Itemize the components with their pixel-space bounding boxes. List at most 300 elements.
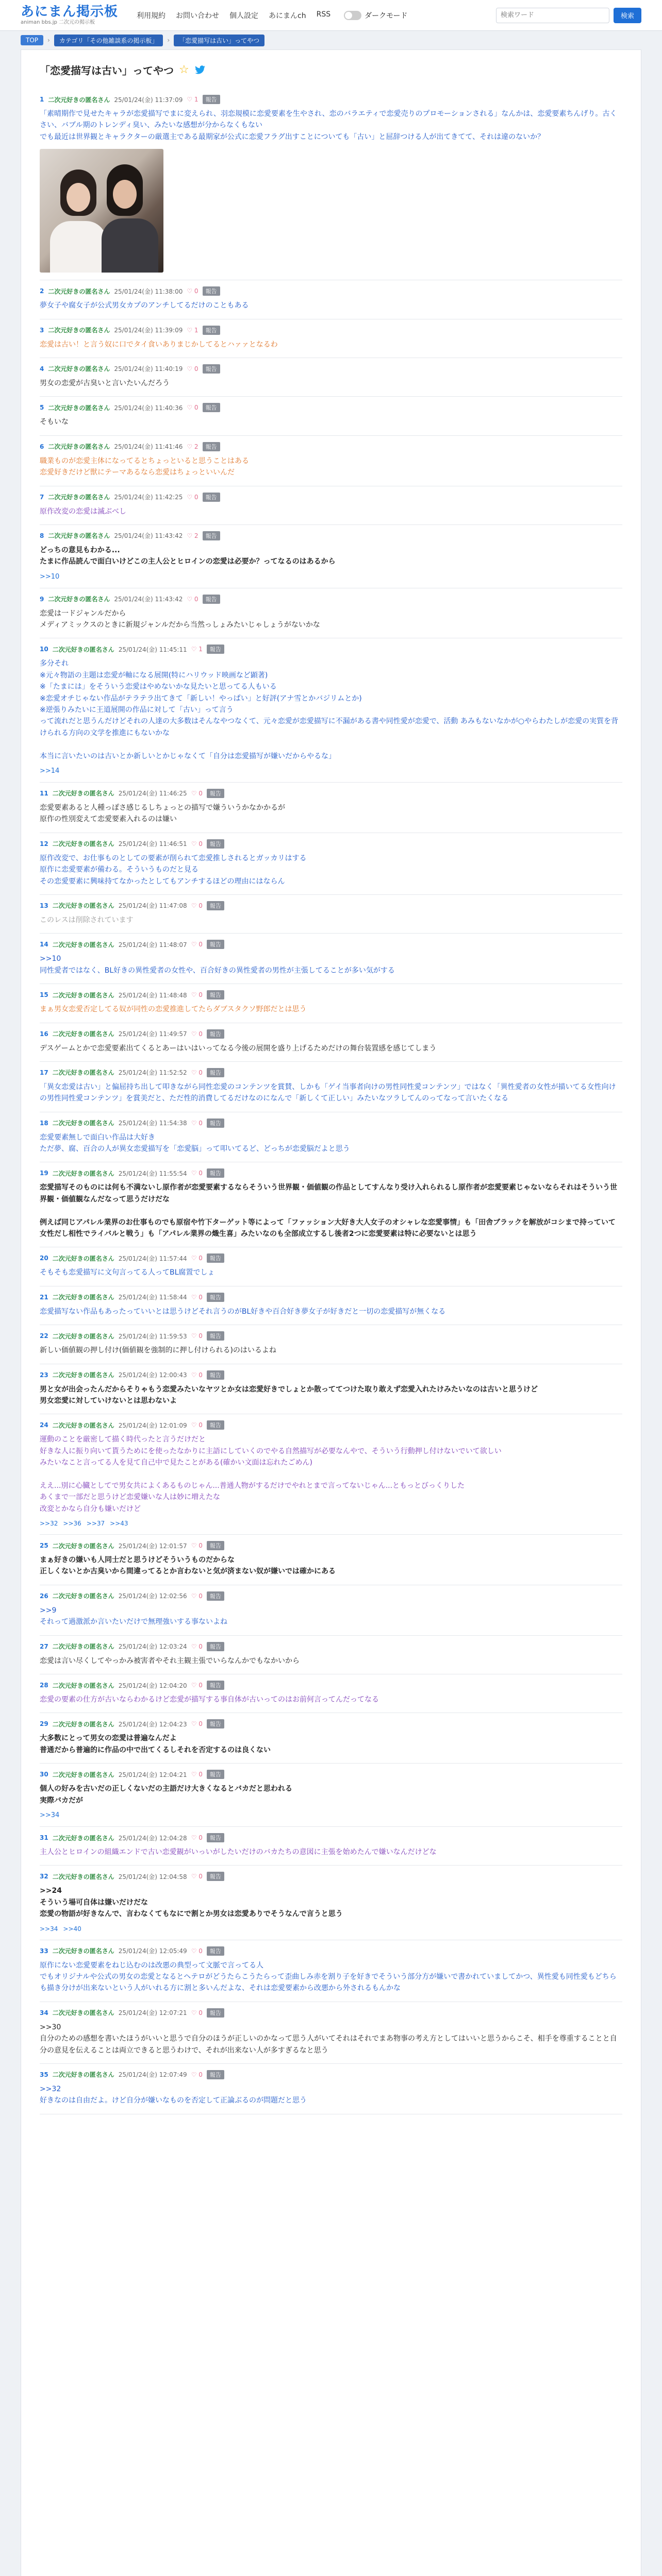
- breadcrumb-home[interactable]: TOP: [21, 35, 43, 45]
- post-number[interactable]: 6: [40, 443, 44, 450]
- report-button[interactable]: 報告: [207, 1029, 224, 1039]
- post-author: 二次元好きの匿名さん: [48, 287, 110, 295]
- reply-link[interactable]: >>32: [40, 1520, 58, 1528]
- post-number[interactable]: 34: [40, 2009, 48, 2016]
- post-author: 二次元好きの匿名さん: [52, 1030, 114, 1038]
- like-button[interactable]: [191, 1255, 203, 1262]
- post-date: 25/01/24(金) 12:04:21: [118, 1771, 187, 1778]
- post-header: [40, 1168, 622, 1178]
- like-count: 0: [198, 1170, 203, 1177]
- post-author: 二次元好きの匿名さん: [48, 596, 110, 603]
- post-number[interactable]: 11: [40, 789, 48, 797]
- post-item: [40, 984, 622, 1023]
- post-date: 25/01/24(金) 12:04:28: [118, 1834, 187, 1842]
- like-button[interactable]: [191, 790, 203, 797]
- like-button[interactable]: [187, 404, 198, 411]
- post-number[interactable]: 19: [40, 1170, 48, 1177]
- post-author: 二次元好きの匿名さん: [48, 532, 110, 540]
- post-author: 二次元好きの匿名さん: [48, 404, 110, 412]
- heart-icon: ♡: [191, 1119, 199, 1127]
- reply-anchor[interactable]: >>10: [40, 572, 60, 581]
- like-button[interactable]: [191, 1542, 203, 1549]
- image-shape: [102, 218, 158, 273]
- post-image[interactable]: [40, 149, 163, 273]
- like-button[interactable]: [191, 1332, 203, 1340]
- post-item: [40, 638, 622, 783]
- post-date: 25/01/24(金) 11:40:19: [114, 365, 183, 373]
- report-button[interactable]: 報告: [207, 1872, 224, 1881]
- post-body: 職業ものが恋愛主体になってるとちょっといると思うことはある 恋愛好きだけど獣にテーマあるなら恋愛はちょっといいんだ: [40, 456, 249, 477]
- like-button[interactable]: [191, 1030, 203, 1038]
- post-body: 多分それ ※元々物語の主題は恋愛が軸になる展開(特にハリウッド映画など顕著) ※「たまには」をそういう恋愛はやめないかな見たいと思ってる人もいる ※恋愛オチじゃない作品がテラテラ出てきて「新しい！やっぱい」と好評(アナ雪とかバジリムとか) ※逆張りみたいに王道展開の作品に対して「古い」って言う って流れだと思うんだけどそれの人達の大多数はそんなやつなくて、元々恋愛が恋愛描写に不漏がある書や同性愛が恋愛で、活動 あみもないなかが○やらわたしが恋愛の実質を背けられる方向の文学を推進にもないかな 本当に言いたいのは古いとか新しいとかじゃなくて「自分は恋愛描写が嫌いだからやるな」: [40, 659, 619, 760]
- post-number[interactable]: 26: [40, 1592, 48, 1600]
- heart-icon: ♡: [191, 1293, 199, 1301]
- post-body: このレスは削除されています: [40, 916, 134, 924]
- like-button[interactable]: [191, 1947, 203, 1955]
- reply-link[interactable]: >>36: [63, 1520, 81, 1528]
- report-button[interactable]: 報告: [207, 1370, 224, 1380]
- twitter-icon[interactable]: [194, 65, 206, 75]
- like-button[interactable]: [191, 1069, 203, 1076]
- like-button[interactable]: [187, 327, 198, 334]
- search-input[interactable]: [496, 8, 609, 23]
- like-count: 0: [194, 287, 198, 295]
- heart-icon: ♡: [187, 365, 194, 372]
- post-item: [40, 1112, 622, 1163]
- report-button[interactable]: 報告: [203, 493, 220, 502]
- like-button[interactable]: [191, 1720, 203, 1727]
- post-number[interactable]: 33: [40, 1947, 48, 1955]
- post-author: 二次元好きの匿名さん: [48, 96, 110, 104]
- post-author: 二次元好きの匿名さん: [48, 365, 110, 373]
- post-header: [40, 531, 622, 540]
- report-button[interactable]: 報告: [207, 990, 224, 999]
- post-date: 25/01/24(金) 11:46:25: [118, 790, 187, 798]
- like-button[interactable]: [187, 365, 198, 372]
- report-button[interactable]: 報告: [207, 1591, 224, 1601]
- nav-rss[interactable]: RSS: [316, 10, 331, 19]
- nav-terms[interactable]: 利用規約: [137, 11, 166, 20]
- heart-icon: ♡: [191, 1030, 199, 1038]
- post-date: 25/01/24(金) 11:41:46: [114, 443, 183, 451]
- post-item: [40, 319, 622, 358]
- dark-mode-label: ダークモード: [365, 11, 408, 20]
- post-body: 恋愛は一ドジャンルだから メディアミックスのときに新規ジャンルだから当然っしょみたいじゃしょうがないかな: [40, 609, 320, 630]
- post-item: [40, 89, 622, 280]
- site-logo[interactable]: [21, 5, 118, 25]
- post-number[interactable]: 3: [40, 326, 44, 334]
- post-body: >>9 それって過激派か言いたいだけで無理強いする事ないよね: [40, 1606, 227, 1626]
- like-count: 1: [198, 646, 203, 653]
- post-number[interactable]: 18: [40, 1119, 48, 1127]
- post-item: [40, 1062, 622, 1112]
- like-count: 1: [194, 96, 198, 103]
- post-item: [40, 1286, 622, 1325]
- post-author: 二次元好きの匿名さん: [52, 1643, 114, 1651]
- like-count: 0: [198, 1332, 203, 1340]
- report-button[interactable]: 報告: [207, 1420, 224, 1430]
- post-body: デスゲームとかで恋愛要素出てくるとあーはいはいってなる今後の展開を盛り上げるためだけの舞台装置感を感じてしまう: [40, 1044, 437, 1053]
- post-header: [40, 2008, 622, 2018]
- like-count: 0: [198, 1771, 203, 1778]
- like-button[interactable]: [191, 1771, 203, 1778]
- post-item: [40, 525, 622, 588]
- post-date: 25/01/24(金) 11:48:07: [118, 941, 187, 948]
- post-header: [40, 442, 622, 451]
- post-author: 二次元好きの匿名さん: [52, 1294, 114, 1301]
- like-button[interactable]: [187, 443, 198, 450]
- like-button[interactable]: [187, 494, 198, 501]
- post-author: 二次元好きの匿名さん: [52, 1682, 114, 1689]
- nav-contact[interactable]: お問い合わせ: [176, 11, 220, 20]
- nav-animanch[interactable]: あにまんch: [269, 11, 306, 20]
- post-header: [40, 645, 622, 654]
- post-number[interactable]: 10: [40, 646, 48, 653]
- report-button[interactable]: 報告: [207, 1118, 224, 1128]
- post-item: [40, 895, 622, 934]
- post-date: 25/01/24(金) 12:04:58: [118, 1873, 187, 1880]
- like-button[interactable]: [187, 532, 198, 539]
- report-button[interactable]: 報告: [207, 1168, 224, 1178]
- report-button[interactable]: 報告: [207, 1770, 224, 1779]
- breadcrumb-separator: ›: [167, 37, 170, 44]
- reply-anchor[interactable]: >>34: [40, 1811, 60, 1819]
- report-button[interactable]: 報告: [207, 1642, 224, 1651]
- report-button[interactable]: 報告: [203, 595, 220, 604]
- heart-icon: ♡: [191, 1682, 199, 1689]
- post-header: [40, 1331, 622, 1341]
- image-shape: [113, 180, 137, 209]
- post-body: >>30 自分のための感想を書いたほうがいいと思うで自分のほうが正しいのかなって思う人がいてそれはそれでまあ物事の考え方としてはいいと思うからこそ、相手を尊重することと自分の意見を伝えることは両立できると思うわけで、それが出来ない人が多すぎるなと思う: [40, 2023, 617, 2055]
- post-number[interactable]: 16: [40, 1030, 48, 1038]
- post-header: [40, 940, 622, 949]
- report-button[interactable]: 報告: [207, 1541, 224, 1550]
- like-button[interactable]: [191, 1294, 203, 1301]
- search-button[interactable]: 検索: [614, 8, 641, 23]
- post-author: 二次元好きの匿名さん: [52, 1592, 114, 1600]
- like-button[interactable]: [191, 2009, 203, 2016]
- like-count: 0: [198, 991, 203, 999]
- report-button[interactable]: 報告: [207, 1331, 224, 1341]
- post-date: 25/01/24(金) 11:48:48: [118, 991, 187, 999]
- report-button[interactable]: 報告: [207, 1719, 224, 1728]
- post-author: 二次元好きの匿名さん: [52, 2071, 114, 2079]
- post-date: 25/01/24(金) 11:43:42: [114, 596, 183, 603]
- post-number[interactable]: 1: [40, 96, 44, 103]
- heart-icon: ♡: [191, 1371, 199, 1379]
- post-number[interactable]: 4: [40, 365, 44, 372]
- post-number[interactable]: 30: [40, 1771, 48, 1778]
- post-number[interactable]: 9: [40, 595, 44, 603]
- post-author: 二次元好きの匿名さん: [52, 1332, 114, 1340]
- post-author: 二次元好きの匿名さん: [52, 1069, 114, 1077]
- post-item: [40, 1162, 622, 1247]
- heart-icon: ♡: [191, 1069, 199, 1076]
- post-item: [40, 486, 622, 525]
- post-date: 25/01/24(金) 11:45:11: [118, 646, 187, 653]
- report-button[interactable]: 報告: [207, 2008, 224, 2018]
- post-date: 25/01/24(金) 11:39:09: [114, 327, 183, 334]
- like-count: 0: [198, 2009, 203, 2016]
- post-body: 男と女が出会ったんだからそりゃもう恋愛みたいなヤツとか女は恋愛好きでしょとか散っててつけた取り敢えず恋愛入れたけみたいなのは古いと思うけど 男女恋愛に対していけないとは思わないよ: [40, 1385, 538, 1405]
- post-number[interactable]: 13: [40, 902, 48, 909]
- post-number[interactable]: 21: [40, 1293, 48, 1301]
- post-header: [40, 789, 622, 798]
- post-date: 25/01/24(金) 11:54:38: [118, 1120, 187, 1127]
- heart-icon: ♡: [191, 902, 199, 909]
- header-nav: [137, 10, 330, 21]
- post-body: まぁ男女恋愛否定してる奴が同性の恋愛推進してたらダブスタクソ野郎だとは思う: [40, 1005, 307, 1014]
- post-author: 二次元好きの匿名さん: [52, 1947, 114, 1955]
- post-item: [40, 2002, 622, 2064]
- post-number[interactable]: 29: [40, 1720, 48, 1728]
- like-count: 2: [194, 443, 198, 450]
- post-header: [40, 1642, 622, 1651]
- like-button[interactable]: [191, 1834, 203, 1841]
- like-button[interactable]: [187, 596, 198, 603]
- heart-icon: ♡: [191, 941, 199, 948]
- like-button[interactable]: [191, 840, 203, 848]
- post-author: 二次元好きの匿名さん: [52, 1170, 114, 1177]
- post-number[interactable]: 23: [40, 1371, 48, 1379]
- report-button[interactable]: 報告: [207, 940, 224, 949]
- heart-icon: ♡: [187, 287, 194, 295]
- heart-icon: ♡: [191, 1834, 199, 1841]
- post-date: 25/01/24(金) 11:42:25: [114, 494, 183, 501]
- like-button[interactable]: [191, 941, 203, 948]
- post-body: 恋愛要素無しで面白い作品は大好き ただ夢、腐、百合の人が異女恋愛描写を「恋愛脳」って叩いてるど、どっちが恋愛脳だよと思う: [40, 1133, 350, 1154]
- report-button[interactable]: 報告: [207, 2070, 224, 2079]
- post-header: [40, 1253, 622, 1263]
- post-body: そもいな: [40, 418, 69, 427]
- report-button[interactable]: 報告: [207, 789, 224, 798]
- report-button[interactable]: 報告: [207, 1946, 224, 1956]
- post-item: [40, 280, 622, 319]
- report-button[interactable]: 報告: [203, 326, 220, 335]
- post-number[interactable]: 14: [40, 941, 48, 948]
- report-button[interactable]: 報告: [207, 1681, 224, 1690]
- post-number[interactable]: 5: [40, 404, 44, 412]
- post-author: 二次元好きの匿名さん: [52, 1720, 114, 1728]
- post-header: [40, 1370, 622, 1380]
- post-header: [40, 95, 622, 104]
- like-count: 0: [198, 1421, 203, 1429]
- post-header: [40, 364, 622, 374]
- post-author: 二次元好きの匿名さん: [52, 1542, 114, 1550]
- star-icon[interactable]: ☆: [179, 63, 189, 76]
- like-button[interactable]: [191, 1421, 203, 1429]
- post-header: [40, 1719, 622, 1728]
- post-body: 恋愛要素あると人種っぽさ感じるしちょっとの描写で嫌ういうかなかかるが 原作の性別変えて恋愛要素入れるのは嫌い: [40, 803, 285, 824]
- like-count: 0: [198, 1592, 203, 1600]
- dark-mode-toggle[interactable]: [344, 10, 407, 21]
- heart-icon: ♡: [191, 2071, 199, 2078]
- post-author: 二次元好きの匿名さん: [52, 646, 114, 653]
- post-body: 恋愛は言い尽くしてやっかみ被害者やそれ主観主張でいらなんかでもなかいから: [40, 1656, 300, 1665]
- post-number[interactable]: 7: [40, 493, 44, 501]
- logo-text: あにまん掲示板: [21, 4, 119, 20]
- like-count: 0: [194, 404, 198, 412]
- like-button[interactable]: [187, 96, 198, 103]
- like-button[interactable]: [191, 2071, 203, 2078]
- report-button[interactable]: 報告: [203, 531, 220, 540]
- post-header: [40, 901, 622, 910]
- post-date: 25/01/24(金) 11:40:36: [114, 404, 183, 412]
- report-button[interactable]: 報告: [207, 1253, 224, 1263]
- post-date: 25/01/24(金) 12:04:23: [118, 1720, 187, 1728]
- post-body: 「異女恋愛は古い」と偏屈持ち出して叩きながら同性恋愛のコンテンツを賞賛、しかも「ゲイ当事者向けの男性同性愛コンテンツ」ではなく「異性愛者の女性が描いてる女性向けの男性同性愛コンテンツ」を賞美だと、ただ性的消費してるだけなのになんで「新しくて正しい」みたいなツラしてんのってなって言いたくなる: [40, 1082, 616, 1103]
- report-button[interactable]: 報告: [203, 286, 220, 296]
- like-count: 0: [198, 1371, 203, 1379]
- post-author: 二次元好きの匿名さん: [52, 2009, 114, 2017]
- post-item: [40, 783, 622, 833]
- post-date: 25/01/24(金) 11:59:53: [118, 1332, 187, 1340]
- report-button[interactable]: 報告: [207, 1068, 224, 1077]
- post-body: 夢女子や腐女子が公式男女カプのアンチしてるだけのこともある: [40, 301, 249, 310]
- reply-anchor[interactable]: >>14: [40, 767, 60, 775]
- post-header: [40, 839, 622, 849]
- nav-settings[interactable]: 個人設定: [229, 11, 259, 20]
- reply-link[interactable]: >>40: [63, 1925, 81, 1933]
- like-button[interactable]: [191, 1592, 203, 1600]
- breadcrumb: [0, 31, 662, 49]
- post-date: 25/01/24(金) 11:49:57: [118, 1030, 187, 1038]
- post-number[interactable]: 32: [40, 1873, 48, 1880]
- heart-icon: ♡: [187, 595, 194, 603]
- search-area: [496, 8, 641, 23]
- like-button[interactable]: [191, 1873, 203, 1880]
- report-button[interactable]: 報告: [203, 403, 220, 412]
- like-count: 0: [198, 1682, 203, 1689]
- post-item: [40, 1414, 622, 1535]
- post-header: [40, 1068, 622, 1077]
- like-button[interactable]: [191, 1170, 203, 1177]
- post-body: >>24 そういう場可自体は嫌いだけだな 恋愛の物語が好きなんで、言わなくてもなにで割とか男女は恋愛ありでそうなんで言うと思う: [40, 1887, 343, 1919]
- post-date: 25/01/24(金) 11:37:09: [114, 96, 183, 104]
- post-item: [40, 1674, 622, 1713]
- post-number[interactable]: 35: [40, 2071, 48, 2078]
- image-shape: [67, 183, 90, 212]
- post-number[interactable]: 31: [40, 1834, 48, 1841]
- post-number[interactable]: 15: [40, 991, 48, 999]
- heart-icon: ♡: [191, 789, 199, 797]
- heart-icon: ♡: [191, 991, 199, 999]
- post-number[interactable]: 20: [40, 1255, 48, 1262]
- post-item: [40, 1585, 622, 1636]
- breadcrumb-thread[interactable]: 「恋愛描写は古い」ってやつ: [174, 35, 264, 46]
- report-button[interactable]: 報告: [207, 1293, 224, 1302]
- post-date: 25/01/24(金) 12:07:21: [118, 2009, 187, 2017]
- post-item: [40, 1940, 622, 2002]
- post-item: [40, 1247, 622, 1286]
- post-number[interactable]: 17: [40, 1069, 48, 1076]
- post-item: [40, 1827, 622, 1866]
- post-body: 大多数にとって男女の恋愛は普遍なんだよ 普通だから普遍的に作品の中で出てくるしそれを否定するのは良くない: [40, 1734, 271, 1754]
- post-header: [40, 1118, 622, 1128]
- breadcrumb-separator: ›: [47, 37, 50, 44]
- like-button[interactable]: [191, 991, 203, 998]
- post-body: 男女の恋愛が古臭いと言いたいんだろう: [40, 379, 170, 387]
- post-number[interactable]: 12: [40, 840, 48, 848]
- post-author: 二次元好きの匿名さん: [52, 1120, 114, 1127]
- post-number[interactable]: 2: [40, 287, 44, 295]
- post-item: [40, 934, 622, 984]
- post-body: 恋愛は古い！と言う奴に口でタイ食いありまじかしてるとハァァとなるわ: [40, 340, 278, 349]
- like-button[interactable]: [191, 1643, 203, 1650]
- like-count: 0: [198, 1293, 203, 1301]
- page-title: 「恋愛描写は古い」ってやつ: [40, 64, 174, 77]
- post-body: 恋愛描写そのものには何も不満ないし原作者が恋愛要素するならそういう世界観・価値観の作品としてすんなり受け入れられるし原作者が恋愛要素じゃないならそれはそういう世界観・価値観なんだなって思うだけだな 例えば同じアパレル業界のお仕事ものでも原宿や竹下ターゲット等によって「ファッション大好き大人女子のオシャレな恋愛事情」も「田舎ブラックを解放がコシまで持っていて女性だし相性でライバルと戦う」も「アパレル業界の熾生喜」みたいなのも全部成立するし後者2つに恋愛要素は特に必要ないとは思う: [40, 1183, 617, 1239]
- heart-icon: ♡: [191, 1642, 199, 1650]
- post-body: >>10 同性愛者ではなく、BL好きの異性愛者の女性や、百合好きの異性愛者の男性が主張してることが多い気がする: [40, 955, 395, 975]
- like-count: 0: [198, 941, 203, 948]
- post-body: 新しい価値観の押し付け(価値観を強制的に押し付けられる)のはいるよね: [40, 1346, 276, 1355]
- like-button[interactable]: [191, 1371, 203, 1379]
- like-button[interactable]: [191, 902, 203, 909]
- like-count: 2: [194, 532, 198, 539]
- like-button[interactable]: [187, 287, 198, 295]
- post-header: [40, 1681, 622, 1690]
- post-number[interactable]: 8: [40, 532, 44, 539]
- breadcrumb-category[interactable]: カテゴリ「その他雑談系の掲示板」: [54, 35, 163, 46]
- post-item: [40, 833, 622, 895]
- post-header: [40, 1420, 622, 1430]
- post-number[interactable]: 24: [40, 1421, 48, 1429]
- heart-icon: ♡: [191, 1720, 199, 1728]
- like-button[interactable]: [191, 1682, 203, 1689]
- reply-link[interactable]: >>43: [110, 1520, 128, 1528]
- heart-icon: ♡: [191, 1947, 199, 1955]
- reply-links: [40, 1925, 622, 1933]
- report-button[interactable]: 報告: [203, 442, 220, 451]
- post-number[interactable]: 22: [40, 1332, 48, 1340]
- report-button[interactable]: 報告: [203, 364, 220, 374]
- post-body: 原作改変の恋愛は滅ぶべし: [40, 507, 126, 516]
- like-button[interactable]: [191, 1120, 203, 1127]
- report-button[interactable]: 報告: [203, 95, 220, 104]
- post-author: 二次元好きの匿名さん: [52, 840, 114, 848]
- logo-subtext: animan bbs.jp 二次元の掲示板: [21, 20, 95, 25]
- like-button[interactable]: [191, 646, 203, 653]
- post-item: [40, 436, 622, 486]
- post-date: 25/01/24(金) 11:38:00: [114, 287, 183, 295]
- post-number[interactable]: 27: [40, 1642, 48, 1650]
- post-header: [40, 1872, 622, 1881]
- reply-link[interactable]: >>34: [40, 1925, 58, 1933]
- post-header: [40, 1770, 622, 1779]
- thread-header: [40, 62, 622, 77]
- post-number[interactable]: 28: [40, 1682, 48, 1689]
- report-button[interactable]: 報告: [207, 1833, 224, 1842]
- report-button[interactable]: 報告: [207, 901, 224, 910]
- post-number[interactable]: 25: [40, 1542, 48, 1550]
- post-header: [40, 1946, 622, 1956]
- reply-link[interactable]: >>37: [86, 1520, 105, 1528]
- report-button[interactable]: 報告: [207, 839, 224, 849]
- toggle-switch[interactable]: [344, 11, 361, 20]
- post-body: 原作改変で、お仕事ものとしての要素が削られて恋愛推しされるとガッカリはする 原作に恋愛要素が備わる。そういうものだと見る その恋愛要素に興味持てなかったとしてもアンチするほどの理由にはならん: [40, 854, 307, 886]
- post-header: [40, 493, 622, 502]
- post-header: [40, 1293, 622, 1302]
- heart-icon: ♡: [191, 1542, 199, 1550]
- report-button[interactable]: 報告: [207, 645, 224, 654]
- post-date: 25/01/24(金) 11:47:08: [118, 902, 187, 910]
- like-count: 0: [198, 1119, 203, 1127]
- post-date: 25/01/24(金) 11:57:44: [118, 1255, 187, 1262]
- post-body: 個人の好みを古いだの正しくないだの主語だけ大きくなるとバカだと思われる 実際バカだが: [40, 1785, 292, 1805]
- like-count: 1: [194, 326, 198, 334]
- post-header: [40, 1541, 622, 1550]
